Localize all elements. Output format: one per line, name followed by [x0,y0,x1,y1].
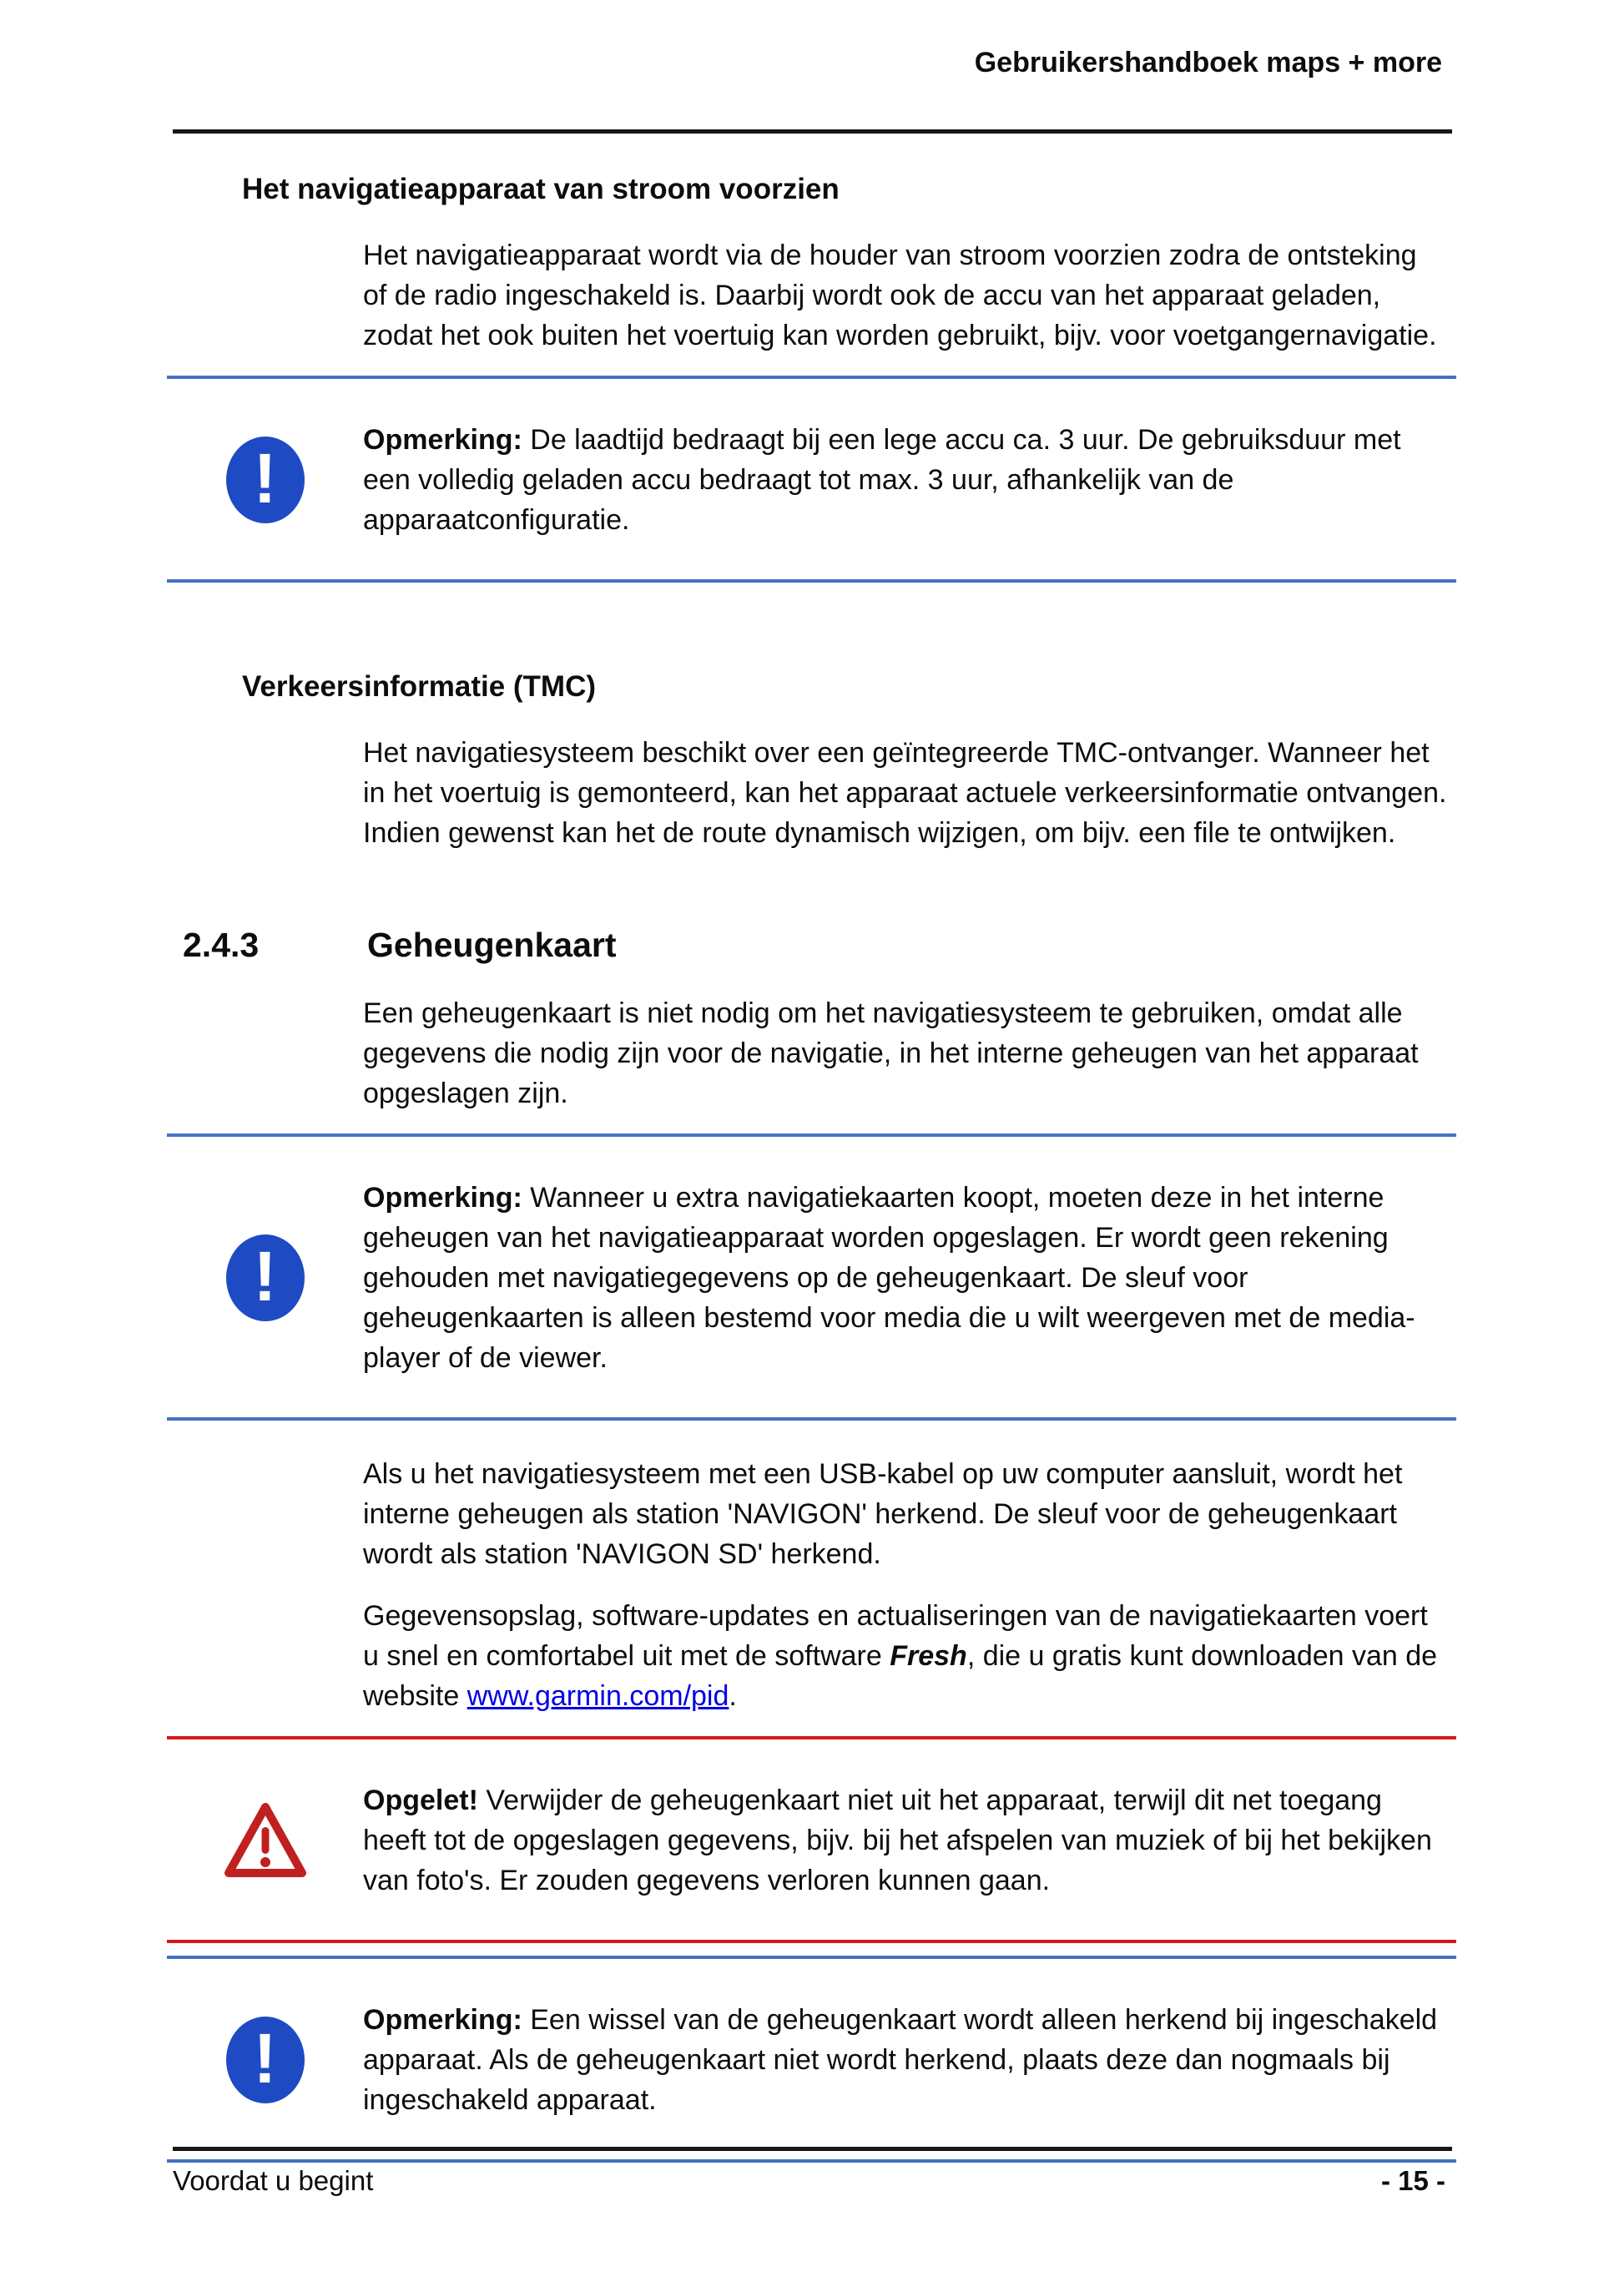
note-body: Wanneer u extra navigatiekaarten koopt, moeten deze in het interne geheugen van het navigatieapparaat worden opgeslagen. Er wordt geen rekening gehouden met navigatiegegevens op de geheugenkaart. De sleuf voor geheugenkaarten is alleen bestemd voor media die u wilt weergeven met de media-player of de viewer. [363,1182,1415,1374]
exclamation-circle-icon [226,2017,305,2103]
garmin-pid-link[interactable]: www.garmin.com/pid [467,1680,729,1712]
warning-icon-column [167,1800,363,1881]
warning-label: Opgelet! [363,1785,478,1816]
note-card-swap-text [363,2000,1456,2120]
note-extra-maps [167,1133,1456,1421]
paragraph-memory-card: Een geheugenkaart is niet nodig om het navigatiesysteem te gebruiken, omdat alle gegevens die nodig zijn voor de navigatie, in het interne geheugen van het apparaat opgeslagen zijn. [363,997,1419,1109]
section-title: Geheugenkaart [367,926,617,964]
heading-power-supply: Het navigatieapparaat van stroom voorzien [242,173,840,205]
paragraph-power-supply: Het navigatieapparaat wordt via de houder van stroom voorzien zodra de ontsteking of de radio ingeschakeld is. Daarbij wordt ook de accu van het apparaat geladen, zodat het ook buiten het voertuig kan worden gebruikt, bijv. voor voetgangernavigatie. [363,240,1437,351]
note-icon-column [167,1234,363,1321]
fresh-software-name: Fresh [890,1640,967,1672]
warning-memory-card [167,1736,1456,1943]
section-heading-geheugenkaart [183,925,1452,965]
note-body: Een wissel van de geheugenkaart wordt alleen herkend bij ingeschakeld apparaat. Als de geheugenkaart niet wordt herkend, plaats deze dan nogmaals bij ingeschakeld apparaat. [363,2004,1438,2116]
warning-body: Verwijder de geheugenkaart niet uit het apparaat, terwijl dit net toegang heeft tot de opgeslagen gegevens, bijv. bij het afspelen van muziek of bij het bekijken van foto's. Er zouden gegevens verloren kunnen gaan. [363,1785,1432,1896]
warning-triangle-icon [222,1800,309,1881]
warning-text [363,1780,1456,1901]
paragraph-tmc: Het navigatiesysteem beschikt over een geïntegreerde TMC-ontvanger. Wanneer het in het voertuig is gemonteerd, kan het apparaat actuele verkeersinformatie ontvangen. Indien gewenst kan het de route dynamisch wijzigen, om bijv. een file te ontwijken. [363,737,1447,849]
exclamation-glyph: ! [253,1237,277,1315]
heading-tmc: Verkeersinformatie (TMC) [242,670,597,703]
note-card-swap [167,1956,1456,2163]
paragraph-usb: Als u het navigatiesysteem met een USB-kabel op uw computer aansluit, wordt het interne geheugen als station 'NAVIGON' herkend. De sleuf voor de geheugenkaart wordt als station 'NAVIGON SD' herkend. [363,1458,1403,1570]
note-label: Opmerking: [363,1182,522,1214]
footer-section-name: Voordat u begint [173,2165,374,2196]
fresh-text-before: Gegevensopslag, software-updates en actualiseringen van de navigatiekaarten voert u snel en comfortabel uit met de software [363,1600,1428,1672]
paragraph-fresh [363,1596,1448,1716]
exclamation-circle-icon [226,437,305,523]
note-label: Opmerking: [363,2004,522,2036]
note-extra-maps-text [363,1178,1456,1378]
fresh-text-after: . [729,1680,737,1712]
page-number: - 15 - [1380,2165,1445,2196]
exclamation-glyph: ! [253,439,277,517]
page-footer [173,2147,1452,2198]
note-body: De laadtijd bedraagt bij een lege accu ca. 3 uur. De gebruiksduur met een volledig geladen accu bedraagt tot max. 3 uur, afhankelijk van de apparaatconfiguratie. [363,424,1401,536]
section-number: 2.4.3 [183,926,260,964]
running-header [173,0,1452,134]
note-battery [167,376,1456,583]
fresh-text-middle: , die u gratis kunt downloaden van de website [363,1640,1438,1712]
note-label: Opmerking: [363,424,522,456]
note-battery-text [363,420,1456,540]
exclamation-glyph: ! [253,2019,277,2098]
note-icon-column [167,437,363,523]
header-title: Gebruikershandboek maps + more [974,47,1442,78]
exclamation-circle-icon [226,1234,305,1321]
note-icon-column [167,2017,363,2103]
